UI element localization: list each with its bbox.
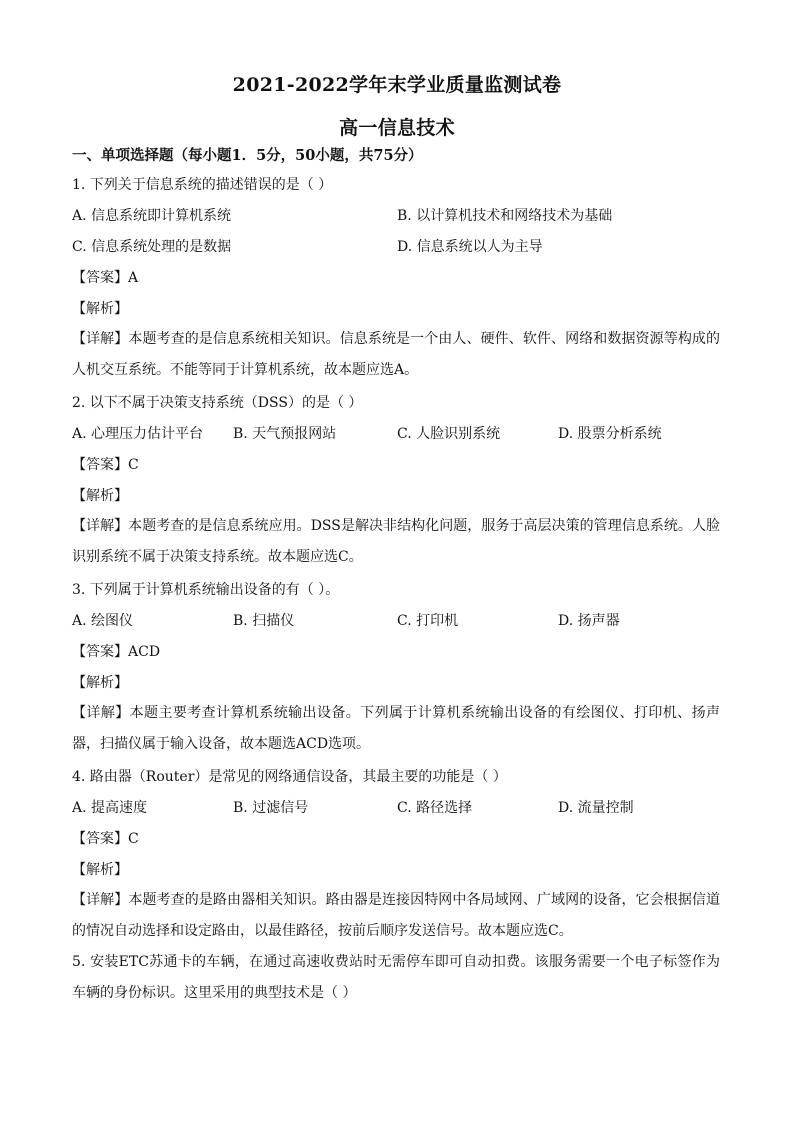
- question-4-option-b: B. 过滤信号: [233, 800, 309, 816]
- question-4-analysis: 【解析】: [72, 862, 128, 878]
- question-1-analysis: 【解析】: [72, 301, 128, 317]
- question-1-option-d: D. 信息系统以人为主导: [397, 239, 543, 255]
- question-3-option-d: D. 扬声器: [558, 613, 620, 629]
- question-3-detail: 【详解】本题主要考查计算机系统输出设备。下列属于计算机系统输出设备的有绘图仪、打印机、扬声器，扫描仪属于输入设备，故本题选ACD选项。: [72, 705, 720, 752]
- question-1-option-c: C. 信息系统处理的是数据: [72, 239, 232, 255]
- question-1-detail: 【详解】本题考查的是信息系统相关知识。信息系统是一个由人、硬件、软件、网络和数据资源等构成的人机交互系统。不能等同于计算机系统，故本题应选A。: [72, 331, 720, 378]
- question-2-answer: 【答案】C: [72, 457, 139, 473]
- question-4-option-d: D. 流量控制: [558, 800, 634, 816]
- question-4-detail: 【详解】本题考查的是路由器相关知识。路由器是连接因特网中各局域网、广域网的设备，它会根据信道的情况自动选择和设定路由，以最佳路径，按前后顺序发送信号。故本题应选C。: [72, 892, 720, 939]
- question-1-answer: 【答案】A: [72, 270, 139, 286]
- question-3-answer: 【答案】ACD: [72, 644, 161, 660]
- question-4-option-a: A. 提高速度: [72, 800, 148, 816]
- question-2-option-b: B. 天气预报网站: [233, 426, 337, 442]
- question-4-stem: 4. 路由器（Router）是常见的网络通信设备，其最主要的功能是（ ）: [72, 769, 507, 785]
- question-3-analysis: 【解析】: [72, 675, 128, 691]
- question-2-stem: 2. 以下不属于决策支持系统（DSS）的是（ ）: [72, 395, 363, 411]
- question-1-option-b: B. 以计算机技术和网络技术为基础: [397, 208, 613, 224]
- question-2-option-a: A. 心理压力估计平台: [72, 426, 204, 442]
- question-3-option-a: A. 绘图仪: [72, 613, 134, 629]
- question-2-detail: 【详解】本题考查的是信息系统应用。DSS是解决非结构化问题，服务于高层决策的管理信息系统。人脸识别系统不属于决策支持系统。故本题应选C。: [72, 518, 720, 565]
- question-5-stem: 5. 安装ETC苏通卡的车辆，在通过高速收费站时无需停车即可自动扣费。该服务需要一个电子标签作为车辆的身份标识。这里采用的典型技术是（ ）: [72, 954, 720, 1001]
- question-1-option-a: A. 信息系统即计算机系统: [72, 208, 232, 224]
- question-2-option-d: D. 股票分析系统: [558, 426, 662, 442]
- question-1-stem: 1. 下列关于信息系统的描述错误的是（ ）: [72, 177, 333, 193]
- question-4-option-c: C. 路径选择: [397, 800, 473, 816]
- section-heading: 一、单项选择题（每小题1．5分，50小题，共75分）: [72, 147, 423, 164]
- question-4-answer: 【答案】C: [72, 831, 139, 847]
- question-3-option-c: C. 打印机: [397, 613, 459, 629]
- question-3-stem: 3. 下列属于计算机系统输出设备的有（ ）。: [72, 582, 340, 598]
- exam-subject: 高一信息技术: [339, 117, 455, 139]
- exam-title: 2021-2022学年末学业质量监测试卷: [232, 74, 562, 96]
- question-2-analysis: 【解析】: [72, 488, 128, 504]
- question-2-option-c: C. 人脸识别系统: [397, 426, 501, 442]
- question-3-option-b: B. 扫描仪: [233, 613, 295, 629]
